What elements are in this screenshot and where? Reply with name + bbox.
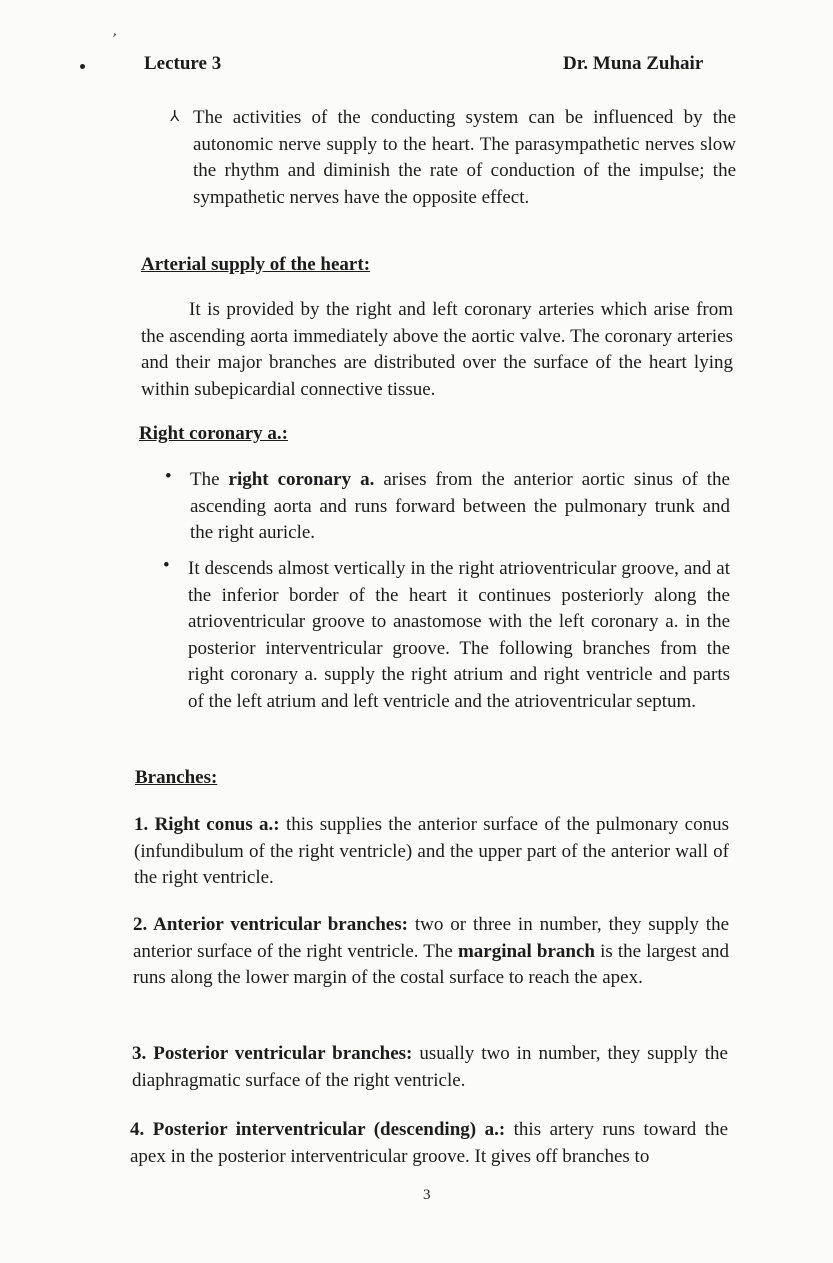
arterial-supply-heading: Arterial supply of the heart: xyxy=(141,254,371,275)
page-number: 3 xyxy=(423,1187,431,1203)
branch-item-2: 2. Anterior ventricular branches: two or three in number, they supply the anterior surface of the right ventricle. The marginal branch is the largest and runs along the lower margin of the costal surface to reach the apex. xyxy=(133,914,730,988)
right-coronary-heading: Right coronary a.: xyxy=(139,423,288,444)
branch-item-4: 4. Posterior interventricular (descending) a.: this artery runs toward the apex in the posterior interventricular groove. It gives off branches to xyxy=(130,1119,728,1167)
header-lecture: Lecture 3 xyxy=(144,53,222,74)
intro-bullet-marker: ⅄ xyxy=(170,109,180,125)
scan-speck-mark: , xyxy=(111,23,121,40)
right-coronary-bullet-2: It descends almost vertically in the right atrioventricular groove, and at the inferior border of the heart it continues posteriorly along the atrioventricular groove to anastomose with the left coronary a. in the posterior interventricular groove. The following branches from the right coronary a. supply the right atrium and right ventricle and parts of the left atrium and left ventricle and the atrioventricular septum. xyxy=(188,558,730,712)
header-author: Dr. Muna Zuhair xyxy=(563,53,704,74)
bullet-dot-2: • xyxy=(163,555,170,576)
bullet-dot-1: • xyxy=(165,466,172,487)
branches-heading: Branches: xyxy=(135,767,218,788)
scan-speck-dot xyxy=(80,64,85,69)
branch-item-1: 1. Right conus a.: this supplies the anterior surface of the pulmonary conus (infundibulum of the right ventricle) and the upper part of the anterior wall of the right ventricle. xyxy=(134,814,729,888)
arterial-supply-paragraph: It is provided by the right and left coronary arteries which arise from the ascending aorta immediately above the aortic valve. The coronary arteries and their major branches are distributed over the surface of the heart lying within subepicardial connective tissue. xyxy=(141,299,733,400)
intro-paragraph: The activities of the conducting system can be influenced by the autonomic nerve supply to the heart. The parasympathetic nerves slow the rhythm and diminish the rate of conduction of the impulse; the sympathetic nerves have the opposite effect. xyxy=(193,107,736,208)
branch-item-3: 3. Posterior ventricular branches: usually two in number, they supply the diaphragmatic surface of the right ventricle. xyxy=(132,1043,728,1091)
right-coronary-bullet-1: The right coronary a. arises from the anterior aortic sinus of the ascending aorta and runs forward between the pulmonary trunk and the right auricle. xyxy=(190,469,730,543)
